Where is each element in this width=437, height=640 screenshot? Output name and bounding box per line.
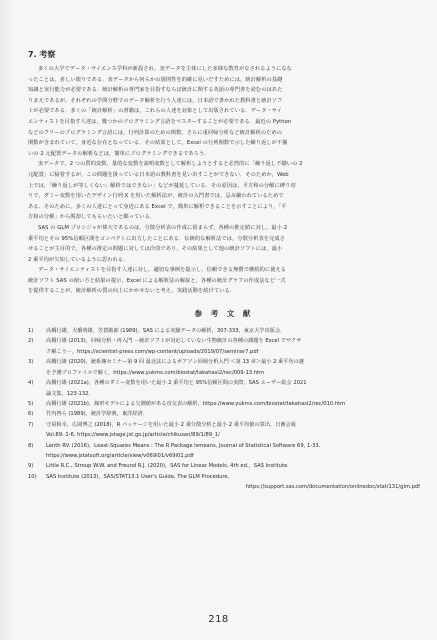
reference-text [46,441,420,462]
reference-line: 高橋行雄 (2021b)，線形モデルによる欠測値がある直交表の解析，https://www.yukms.com/biostat/takahasi2/rec/010.htm [46,400,346,407]
reference-item [28,378,420,399]
paragraph-line: SAS の GLM プロシジャが偉大であるのは，分散分析表の作成に留まらず，各種の推定値に対し，最小 2 [38,224,288,231]
reference-line: 高橋行雄，大橋靖雄，芳賀敏郎 (1989)，SAS による実験データの解析，307-333，東京大学出版会． [46,328,286,335]
reference-text [46,357,420,378]
reference-item [28,357,420,378]
reference-line: Little R.C., Stroup W.W. and Freund R.J. (2020)，SAS for Linear Models, 4th ed.，SAS Institute. [46,463,289,470]
paragraph-line: データ・サイエンティストを目指す人達に対し，適切な事例を提示し，信頼できる無償で継続的に使える [38,267,287,274]
references-title: 参 考 文 献 [194,309,254,319]
paragraph-line: ったことは，喜しい限りである．実データから何らかの規則性を的確に見いだすためには，統計解析の基礎 [28,76,283,83]
paragraph-line: 関数が含まれていて，身近な存在となっている．その結果として，Excel の行列関数で示した繰り返しが不揃 [28,140,288,147]
reference-text [46,461,420,471]
reference-item [28,399,420,409]
paragraph-line: 実データで，2 つの質的変数，量的な変数を説明変数として解析しようとすると必然的に「繰り返し不揃いの 2 [38,161,303,168]
reference-text [46,409,420,419]
reference-number: 2) [28,338,34,345]
reference-line: Vol.89: 1-6. https://www.jstage.jst.go.jp/article/chikusan/89/1/89_1/ [46,432,220,439]
reference-item [28,409,420,419]
reference-line: 高橋行雄 (2013)，回帰分析・再入門 －統計ソフトが対応していない生物統計の各種の課題を Excel でサクサ [46,338,302,345]
reference-item [28,326,420,336]
paragraph [28,64,420,159]
paragraph-line: 方和の分解」から脱却してもらいたいと願っている． [28,214,156,221]
paragraph-line: などのフリーのプログラミング言語には，行列計算のための関数，さらに重回帰分析など統計解析のための [28,129,283,136]
paragraph [28,159,420,223]
paragraph-line: 知識と実行能力が必要である．統計解析の専門家を目指すならば統計に関する英語の専門書を読むのはあた [28,87,283,94]
section-heading: 7. 考察 [28,50,56,59]
reference-number: 5) [28,400,34,407]
reference-line: 高橋行雄 (2020)，統系塊セミナー第 9 回 最北法によるポアソン回帰分析入門 ＜第 13 章＞最小 2 乗平均の謎 [46,359,304,366]
page-content [28,50,420,493]
paragraph-line: いの 2 元配置データの解析などは，簡単にプログラミングできるであろう． [28,150,210,157]
reference-item [28,420,420,441]
reference-text [46,420,420,441]
reference-text [46,336,420,357]
discussion-body [28,64,420,297]
reference-line: https://www.jstatsoft.org/article/view/v069i01/v69i01.pdf [46,452,194,459]
reference-item [28,441,420,462]
reference-line: Lenth RV. (2016)，Least-Squares Means : The R Package lsmeans, Journal of Statistical Software 69, 1-33. [46,442,321,449]
reference-item [28,336,420,357]
paragraph-line: 多くの大学でデータ・サイエンス学科が新設され，実データを主体にした多様な教育がなされるようになな [38,66,292,72]
paragraph-line: 統計ソフト SAS の使い方と結果の提示，Excel による解析法の解説と，各種の統計グラフの作成法など一式 [28,277,286,284]
paragraph-line: を提供することが，統計解析の質の向上にかかせないと考え，実践活動を続けている． [28,288,236,295]
reference-line: 竹内啓ら (1989)，統計学辞典，東洋経済． [46,411,148,418]
reference-line: 高橋行雄 (2021a)，各種のダミー変数を用いた最小 2 乗平均と 95%信頼区間の実際，SAS ユーザー総会 2021 [46,380,307,387]
reference-text [46,378,420,399]
page-number: 218 [208,614,229,625]
paragraph-line: 上では，「繰り返しが等しくない」解析ではできない」などが蔓延している．その原因は，平方和の分解に縛り切 [28,182,296,189]
reference-line: https://support.sas.com/documentation/onlinedoc/stat/131/glm.pdf [245,484,420,491]
reference-number: 10) [28,473,37,480]
reference-line: 論文集，123-132． [46,390,94,397]
paragraph-line: エンティストを目指す人達は，幾つかのプログラミング言語をマスターすることが必要である．最近の Python [28,118,292,125]
paragraph-line: トが必要である．多くの「統計解析」の書籍は，これらの人達を対象として出版されている．データ・サイ [28,108,283,115]
reference-line: SAS Institute (2013)，SAS/STAT13.1 User's Guide, The GLM Procedure, [46,473,230,480]
paragraph-line: 元配置」に帰着するが，この問題を扱っている日本語の教科書を見い出すことができない．そのためか，Web [28,171,289,178]
paragraph [28,223,420,265]
reference-text [46,472,420,493]
paragraph-line: 乗平均とその 95%信頼区間をコンパクトに出力したことにある．伝統的な解析法では，分散分析表を完成さ [28,235,285,242]
references-list [28,326,420,493]
paragraph-line: りで，ダミー変数を用いたデザイン行列 X を用いた解析法が，統計の入門書では，忌み嫌われているためで [28,193,284,200]
reference-number: 3) [28,359,34,366]
paragraph-line: ある．そのために，多くの人達にとって身近にある Excel で，簡単に解析できることを示すことにより，「平 [28,203,287,210]
reference-text [46,399,420,409]
reference-number: 6) [28,411,34,418]
reference-number: 8) [28,442,34,449]
reference-line: ク解こう－，https://scientist-press.com/wp-content/uploads/2019/07/seminar7.pdf [46,348,259,355]
reference-item [28,461,420,471]
paragraph-line: せることが主目的で，各種の推定の問題に対しては冷淡であり，その結果として他の統計ソフトには，最小 [28,246,283,253]
reference-text [46,326,420,336]
paragraph [28,265,420,297]
reference-item [28,472,420,493]
reference-number: 1) [28,328,34,335]
reference-line: を予測プロファイルで解く，https://www.yukms.com/biostat/takahasi2/rec/009-13.htm [46,369,265,376]
paragraph-line: りまえであるが，それぞれの学問分野でのデータ解析を行う人達には，日本語で書かれた教科書と統計ソフ [28,97,283,104]
paragraph-line: 2 乗平均が欠如しているように思われる． [28,256,129,263]
reference-number: 7) [28,421,34,428]
reference-line: 守屋和幸，広岡博之 (2018)，R パッケージを用いた最小 2 乗分散分析と最小 2 乗平均値の算出，日畜会報 [46,421,296,428]
reference-number: 4) [28,380,34,387]
reference-number: 9) [28,463,34,470]
